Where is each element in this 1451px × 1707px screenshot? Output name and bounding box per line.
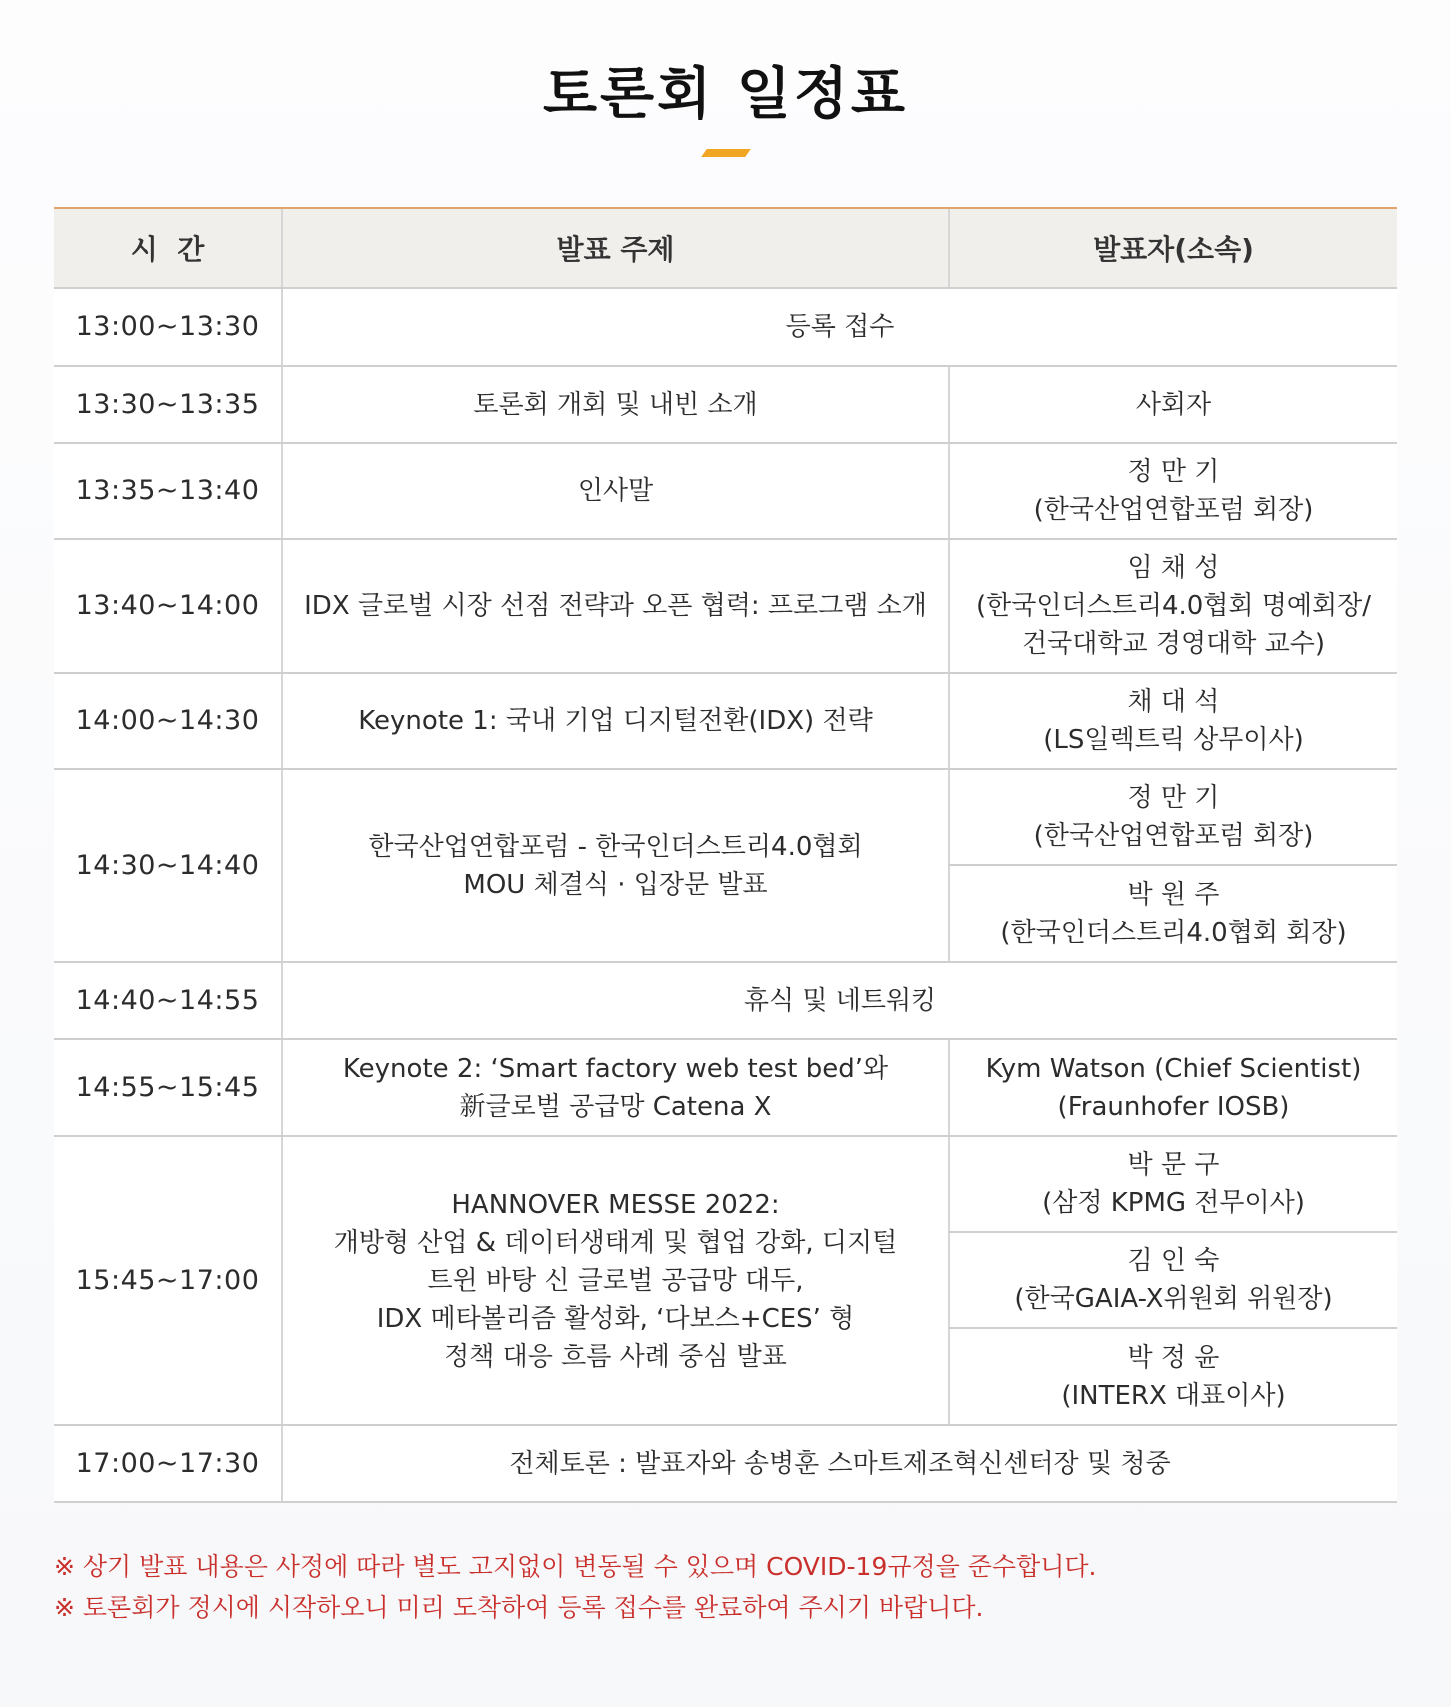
speaker-line: 사회자 xyxy=(1135,389,1212,420)
speaker-affiliation: (INTERX 대표이사) xyxy=(1061,1380,1286,1411)
topic-cell xyxy=(282,288,1397,366)
time-cell: 14:30~14:40 xyxy=(54,769,282,962)
schedule-table-header xyxy=(54,208,1397,288)
table-row xyxy=(54,1425,1397,1502)
time-cell: 13:30~13:35 xyxy=(54,366,282,443)
topic-line: 개방형 산업 & 데이터생태계 및 협업 강화, 디지털 xyxy=(333,1227,898,1258)
page-title: 토론회 일정표 xyxy=(542,62,909,127)
speaker-cell xyxy=(949,443,1397,539)
speaker-name: 박 문 구 xyxy=(1127,1150,1220,1180)
speaker-affiliation: (삼정 KPMG 전무이사) xyxy=(1042,1188,1305,1218)
speaker-name: 박 정 윤 xyxy=(1127,1342,1220,1373)
speaker-name: 박 원 주 xyxy=(1127,879,1220,910)
table-row xyxy=(54,539,1397,673)
topic-cell xyxy=(282,673,949,769)
speaker-affiliation: 건국대학교 경영대학 교수) xyxy=(1022,629,1325,659)
time-cell: 13:40~14:00 xyxy=(54,539,282,673)
topic-line: MOU 체결식 · 입장문 발표 xyxy=(463,869,768,900)
topic-cell xyxy=(282,769,949,962)
topic-line: Keynote 1: 국내 기업 디지털전환(IDX) 전략 xyxy=(358,706,873,736)
time-cell: 14:55~15:45 xyxy=(54,1039,282,1136)
speaker-cell xyxy=(949,865,1397,962)
topic-cell xyxy=(282,962,1397,1039)
speaker-affiliation: (한국GAIA-X위원회 위원장) xyxy=(1014,1284,1333,1314)
speaker-name: 임 채 성 xyxy=(1127,553,1220,583)
speaker-affiliation: (Fraunhofer IOSB) xyxy=(1057,1091,1290,1122)
table-row xyxy=(54,1136,1397,1232)
time-cell: 15:45~17:00 xyxy=(54,1136,282,1425)
topic-line: IDX 글로벌 시장 선점 전략과 오픈 협력: 프로그램 소개 xyxy=(304,591,927,621)
time-cell: 17:00~17:30 xyxy=(54,1425,282,1502)
topic-cell xyxy=(282,443,949,539)
speaker-name: 채 대 석 xyxy=(1127,687,1220,717)
speaker-name: 정 만 기 xyxy=(1127,783,1220,813)
topic-line: 휴식 및 네트워킹 xyxy=(743,985,937,1016)
topic-line: 한국산업연합포럼 - 한국인더스트리4.0협회 xyxy=(368,831,863,862)
time-cell: 13:00~13:30 xyxy=(54,288,282,366)
table-row xyxy=(54,769,1397,865)
topic-cell xyxy=(282,1425,1397,1502)
speaker-cell xyxy=(949,1136,1397,1232)
table-row xyxy=(54,288,1397,366)
time-cell: 14:00~14:30 xyxy=(54,673,282,769)
speaker-cell xyxy=(949,673,1397,769)
speaker-name: 정 만 기 xyxy=(1127,457,1220,487)
notice-line: ※ 상기 발표 내용은 사정에 따라 별도 고지없이 변동될 수 있으며 COVID-19규정을 준수합니다. xyxy=(54,1552,1097,1581)
title-accent-bar xyxy=(701,149,751,157)
topic-cell xyxy=(282,366,949,443)
speaker-cell xyxy=(949,1328,1397,1425)
table-row xyxy=(54,443,1397,539)
topic-cell xyxy=(282,1136,949,1425)
speaker-cell xyxy=(949,769,1397,865)
schedule-table xyxy=(54,207,1397,1503)
table-row xyxy=(54,673,1397,769)
header-row xyxy=(54,208,1397,288)
speaker-affiliation: (한국산업연합포럼 회장) xyxy=(1033,495,1314,525)
topic-line: 트윈 바탕 신 글로벌 공급망 대두, xyxy=(427,1265,804,1296)
speaker-name: Kym Watson (Chief Scientist) xyxy=(985,1053,1362,1084)
table-row xyxy=(54,366,1397,443)
topic-cell xyxy=(282,1039,949,1136)
speaker-cell xyxy=(949,539,1397,673)
header-speaker: 발표자(소속) xyxy=(949,208,1397,288)
speaker-affiliation: (한국인더스트리4.0협회 명예회장/ xyxy=(975,591,1372,621)
topic-cell xyxy=(282,539,949,673)
topic-line: Keynote 2: ‘Smart factory web test bed’와 xyxy=(342,1053,889,1084)
topic-line: IDX 메타볼리즘 활성화, ‘다보스+CES’ 형 xyxy=(376,1303,855,1334)
header-time: 시 간 xyxy=(54,208,282,288)
topic-line: 新글로벌 공급망 Catena X xyxy=(459,1091,772,1122)
speaker-affiliation: (한국인더스트리4.0협회 회장) xyxy=(1000,917,1347,948)
topic-line: 정책 대응 흐름 사례 중심 발표 xyxy=(444,1341,787,1372)
speaker-affiliation: (LS일렉트릭 상무이사) xyxy=(1043,725,1304,755)
time-cell: 14:40~14:55 xyxy=(54,962,282,1039)
schedule-table-body xyxy=(54,288,1397,1502)
speaker-affiliation: (한국산업연합포럼 회장) xyxy=(1033,821,1314,851)
topic-line: 등록 접수 xyxy=(785,312,895,342)
topic-line: HANNOVER MESSE 2022: xyxy=(451,1189,780,1220)
header-topic: 발표 주제 xyxy=(282,208,949,288)
speaker-name: 김 인 숙 xyxy=(1127,1246,1220,1276)
notice-line: ※ 토론회가 정시에 시작하오니 미리 도착하여 등록 접수를 완료하여 주시기 바랍니다. xyxy=(54,1593,984,1622)
topic-line: 토론회 개회 및 내빈 소개 xyxy=(473,389,758,420)
topic-line: 전체토론 : 발표자와 송병훈 스마트제조혁신센터장 및 청중 xyxy=(509,1448,1171,1479)
table-row xyxy=(54,1039,1397,1136)
speaker-cell xyxy=(949,1232,1397,1328)
table-row xyxy=(54,962,1397,1039)
speaker-cell xyxy=(949,366,1397,443)
topic-line: 인사말 xyxy=(577,476,654,506)
time-cell: 13:35~13:40 xyxy=(54,443,282,539)
speaker-cell xyxy=(949,1039,1397,1136)
notice-section xyxy=(54,1546,1397,1628)
